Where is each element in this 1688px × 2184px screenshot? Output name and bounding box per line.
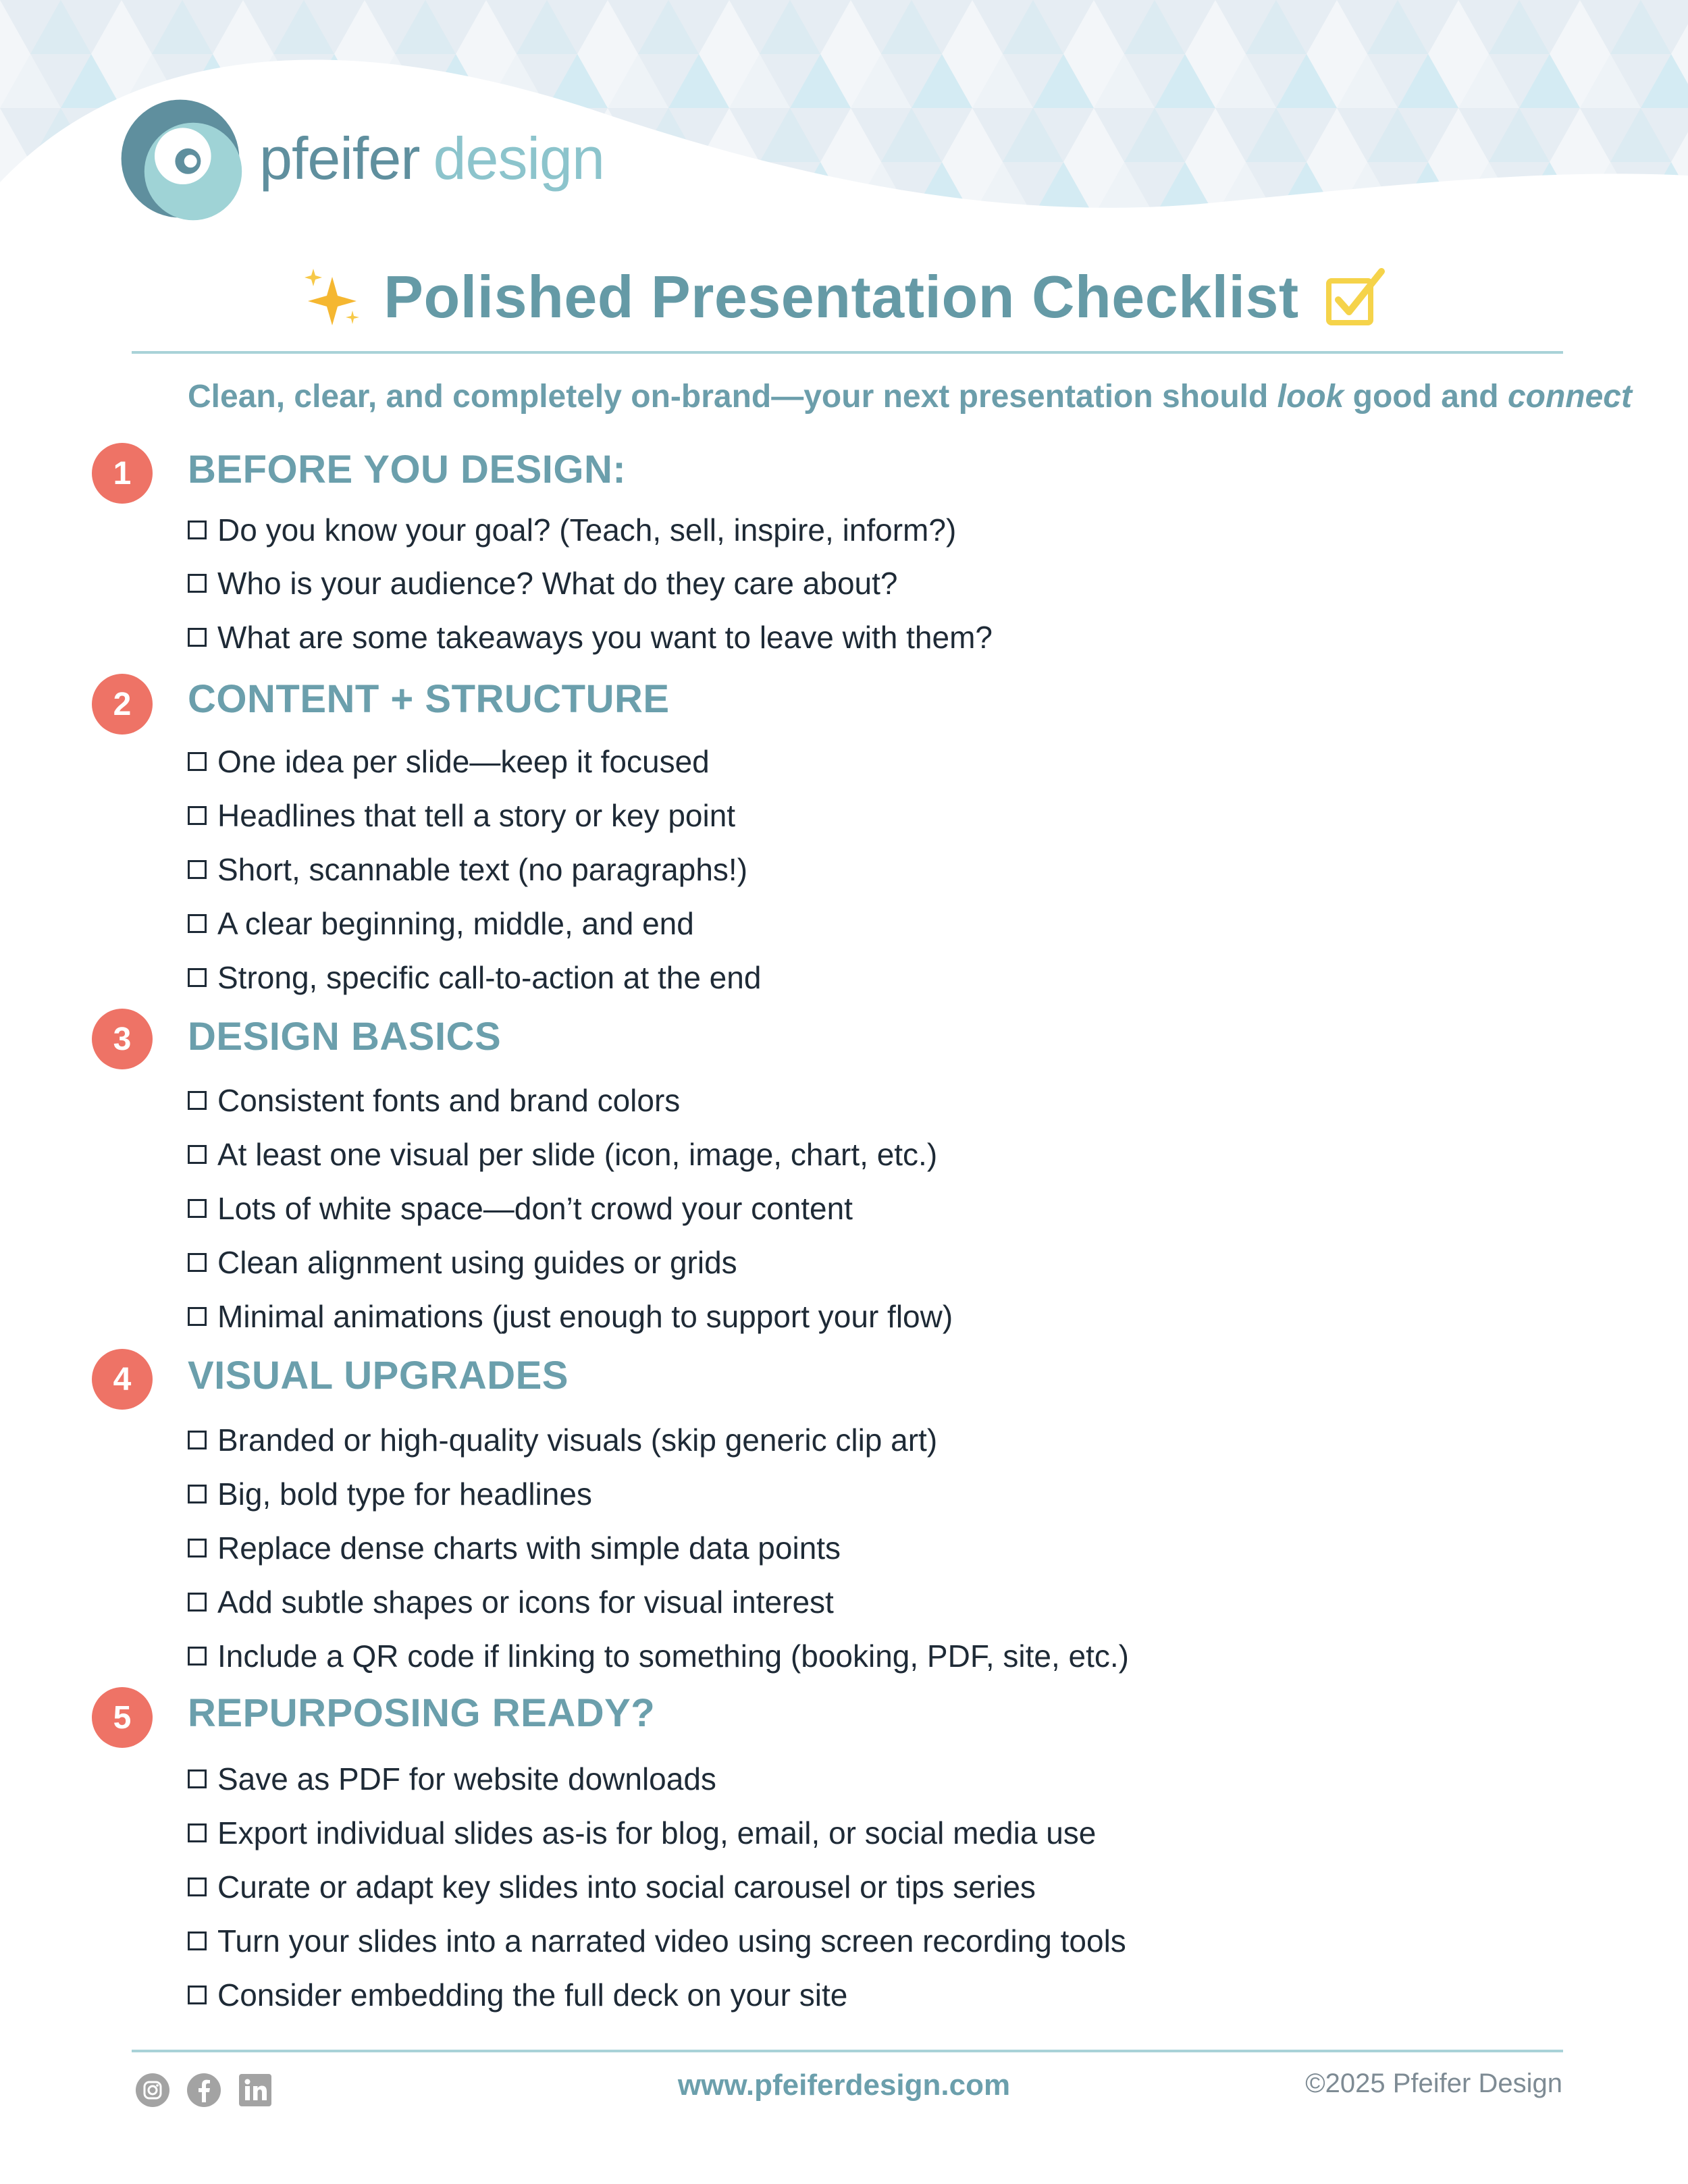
page-subtitle	[188, 378, 1632, 415]
logo-swirl-icon	[116, 95, 244, 223]
checklist-item[interactable]	[188, 1077, 680, 1124]
checkbox-icon[interactable]	[188, 1431, 207, 1449]
checklist-item[interactable]	[188, 506, 956, 554]
section-title: DESIGN BASICS	[188, 1015, 502, 1059]
section-number-badge: 5	[92, 1687, 153, 1748]
checklist-item[interactable]	[188, 1632, 1129, 1680]
checklist-item-label: What are some takeaways you want to leave with them?	[217, 620, 993, 655]
checkbox-icon[interactable]	[188, 1877, 207, 1896]
section-title: VISUAL UPGRADES	[188, 1354, 569, 1397]
checkbox-icon[interactable]	[188, 1932, 207, 1950]
checkbox-icon[interactable]	[188, 1485, 207, 1503]
checklist-item-label: Export individual slides as-is for blog, email, or social media use	[217, 1815, 1097, 1850]
checklist-item[interactable]	[188, 1863, 1036, 1911]
checkbox-icon[interactable]	[188, 1986, 207, 2004]
sparkles-icon	[298, 263, 366, 331]
subtitle-part1: Clean, clear, and completely on-brand—your next presentation should	[188, 379, 1277, 415]
checklist-item[interactable]	[188, 1755, 716, 1803]
checklist-item-label: Short, scannable text (no paragraphs!)	[217, 852, 748, 887]
checkbox-icon[interactable]	[188, 574, 207, 593]
checklist-item-label: Include a QR code if linking to something (booking, PDF, site, etc.)	[217, 1639, 1129, 1674]
title-row	[0, 257, 1688, 338]
brand-name-part1: pfeifer	[259, 125, 420, 192]
checkbox-icon[interactable]	[188, 1145, 207, 1164]
checkbox-icon[interactable]	[188, 628, 207, 647]
checklist-item-label: Consistent fonts and brand colors	[217, 1083, 681, 1118]
checklist-item[interactable]	[188, 1809, 1096, 1857]
website-link[interactable]: www.pfeiferdesign.com	[677, 2069, 1011, 2102]
subtitle-emphasis-look: look	[1277, 379, 1344, 415]
checklist-item-label: Curate or adapt key slides into social carousel or tips series	[217, 1869, 1036, 1905]
checklist-item-label: Add subtle shapes or icons for visual interest	[217, 1584, 834, 1620]
checklist-item[interactable]	[188, 1293, 953, 1340]
checklist-item[interactable]	[188, 900, 694, 947]
subtitle-part2: good and	[1344, 379, 1508, 415]
checklist-item-label: Turn your slides into a narrated video using screen recording tools	[217, 1923, 1126, 1959]
checkbox-icon[interactable]	[188, 1253, 207, 1272]
checklist-item[interactable]	[188, 792, 735, 839]
footer-divider	[132, 2050, 1563, 2052]
checkbox-icon[interactable]	[188, 1307, 207, 1326]
checklist-item-label: Strong, specific call-to-action at the end	[217, 960, 762, 995]
section-title: BEFORE YOU DESIGN:	[188, 448, 627, 491]
section-title: REPURPOSING READY?	[188, 1691, 656, 1735]
checklist-item[interactable]	[188, 614, 993, 661]
checklist-item-label: Consider embedding the full deck on your site	[217, 1977, 848, 2013]
checklist-item-label: Clean alignment using guides or grids	[217, 1245, 737, 1280]
checklist-item[interactable]	[188, 954, 761, 1001]
checkbox-icon[interactable]	[188, 1199, 207, 1218]
checklist-item-label: Big, bold type for headlines	[217, 1476, 592, 1512]
checklist-item-label: Do you know your goal? (Teach, sell, inspire, inform?)	[217, 512, 957, 548]
checkbox-icon[interactable]	[188, 521, 207, 539]
checklist-item[interactable]	[188, 1470, 592, 1518]
checkbox-icon[interactable]	[188, 968, 207, 987]
checkbox-icon[interactable]	[188, 1593, 207, 1612]
checkbox-checked-icon	[1322, 263, 1390, 331]
checklist-item[interactable]	[188, 1524, 841, 1572]
checkbox-icon[interactable]	[188, 806, 207, 825]
checklist-item[interactable]	[188, 560, 898, 607]
section-number-badge: 1	[92, 443, 153, 504]
checkbox-icon[interactable]	[188, 1647, 207, 1666]
checkbox-icon[interactable]	[188, 860, 207, 879]
section-number-badge: 3	[92, 1009, 153, 1069]
section-number-badge: 4	[92, 1349, 153, 1410]
checklist-item-label: Minimal animations (just enough to support your flow)	[217, 1299, 953, 1334]
checkbox-icon[interactable]	[188, 752, 207, 771]
section-number-badge: 2	[92, 674, 153, 735]
checklist-item[interactable]	[188, 1416, 937, 1464]
subtitle-emphasis-connect: connect	[1507, 379, 1632, 415]
checklist-item-label: One idea per slide—keep it focused	[217, 744, 710, 779]
checklist-item-label: Who is your audience? What do they care about?	[217, 566, 898, 601]
checklist-item[interactable]	[188, 1131, 937, 1178]
title-divider	[132, 351, 1563, 354]
checkbox-icon[interactable]	[188, 1769, 207, 1788]
checklist-item[interactable]	[188, 1239, 737, 1286]
page-title: Polished Presentation Checklist	[384, 263, 1299, 330]
checklist-item[interactable]	[188, 1185, 853, 1232]
checklist-item[interactable]	[188, 738, 710, 785]
checklist-item-label: At least one visual per slide (icon, image, chart, etc.)	[217, 1137, 938, 1172]
brand-name-part2: design	[433, 125, 604, 192]
brand-name	[259, 124, 604, 193]
checkbox-icon[interactable]	[188, 914, 207, 933]
checkbox-icon[interactable]	[188, 1823, 207, 1842]
checklist-item-label: Replace dense charts with simple data points	[217, 1530, 841, 1566]
checkbox-icon[interactable]	[188, 1091, 207, 1110]
checklist-item[interactable]	[188, 846, 747, 893]
checklist-item-label: Headlines that tell a story or key point	[217, 798, 736, 833]
checklist-item-label: Lots of white space—don’t crowd your content	[217, 1191, 853, 1226]
checklist-item-label: Save as PDF for website downloads	[217, 1761, 716, 1796]
brand-logo[interactable]	[116, 95, 604, 223]
section-title: CONTENT + STRUCTURE	[188, 677, 670, 721]
checklist-item-label: A clear beginning, middle, and end	[217, 906, 694, 941]
checklist-item[interactable]	[188, 1917, 1126, 1965]
checklist-item[interactable]	[188, 1971, 847, 2019]
checklist-item[interactable]	[188, 1578, 834, 1626]
copyright-notice: ©2025 Pfeifer Design	[1305, 2069, 1562, 2098]
checklist-item-label: Branded or high-quality visuals (skip generic clip art)	[217, 1422, 938, 1458]
checkbox-icon[interactable]	[188, 1539, 207, 1557]
